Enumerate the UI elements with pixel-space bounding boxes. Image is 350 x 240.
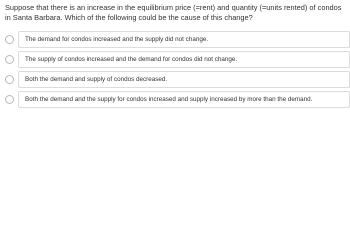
answer-option[interactable] xyxy=(0,70,350,89)
radio-button[interactable] xyxy=(5,95,14,104)
radio-button[interactable] xyxy=(5,35,14,44)
answer-option[interactable] xyxy=(0,50,350,69)
answer-option[interactable] xyxy=(0,30,350,49)
answer-option[interactable] xyxy=(0,90,350,109)
choice-box[interactable] xyxy=(18,91,350,108)
radio-button[interactable] xyxy=(5,75,14,84)
radio-button[interactable] xyxy=(5,55,14,64)
choice-label: Both the demand and the supply for condos increased and supply increased by more than the demand. xyxy=(25,96,313,103)
question-text: Suppose that there is an increase in the equilibrium price (=rent) and quantity (=units rented) of condos in Santa Barbara. Which of the following could be the cause of this change? xyxy=(5,3,342,22)
choice-label: The demand for condos increased and the supply did not change. xyxy=(25,36,209,43)
choice-box[interactable] xyxy=(18,71,350,88)
choice-label: The supply of condos increased and the demand for condos did not change. xyxy=(25,56,238,63)
choice-box[interactable] xyxy=(18,31,350,48)
choice-label: Both the demand and supply of condos decreased. xyxy=(25,76,168,83)
choice-box[interactable] xyxy=(18,51,350,68)
